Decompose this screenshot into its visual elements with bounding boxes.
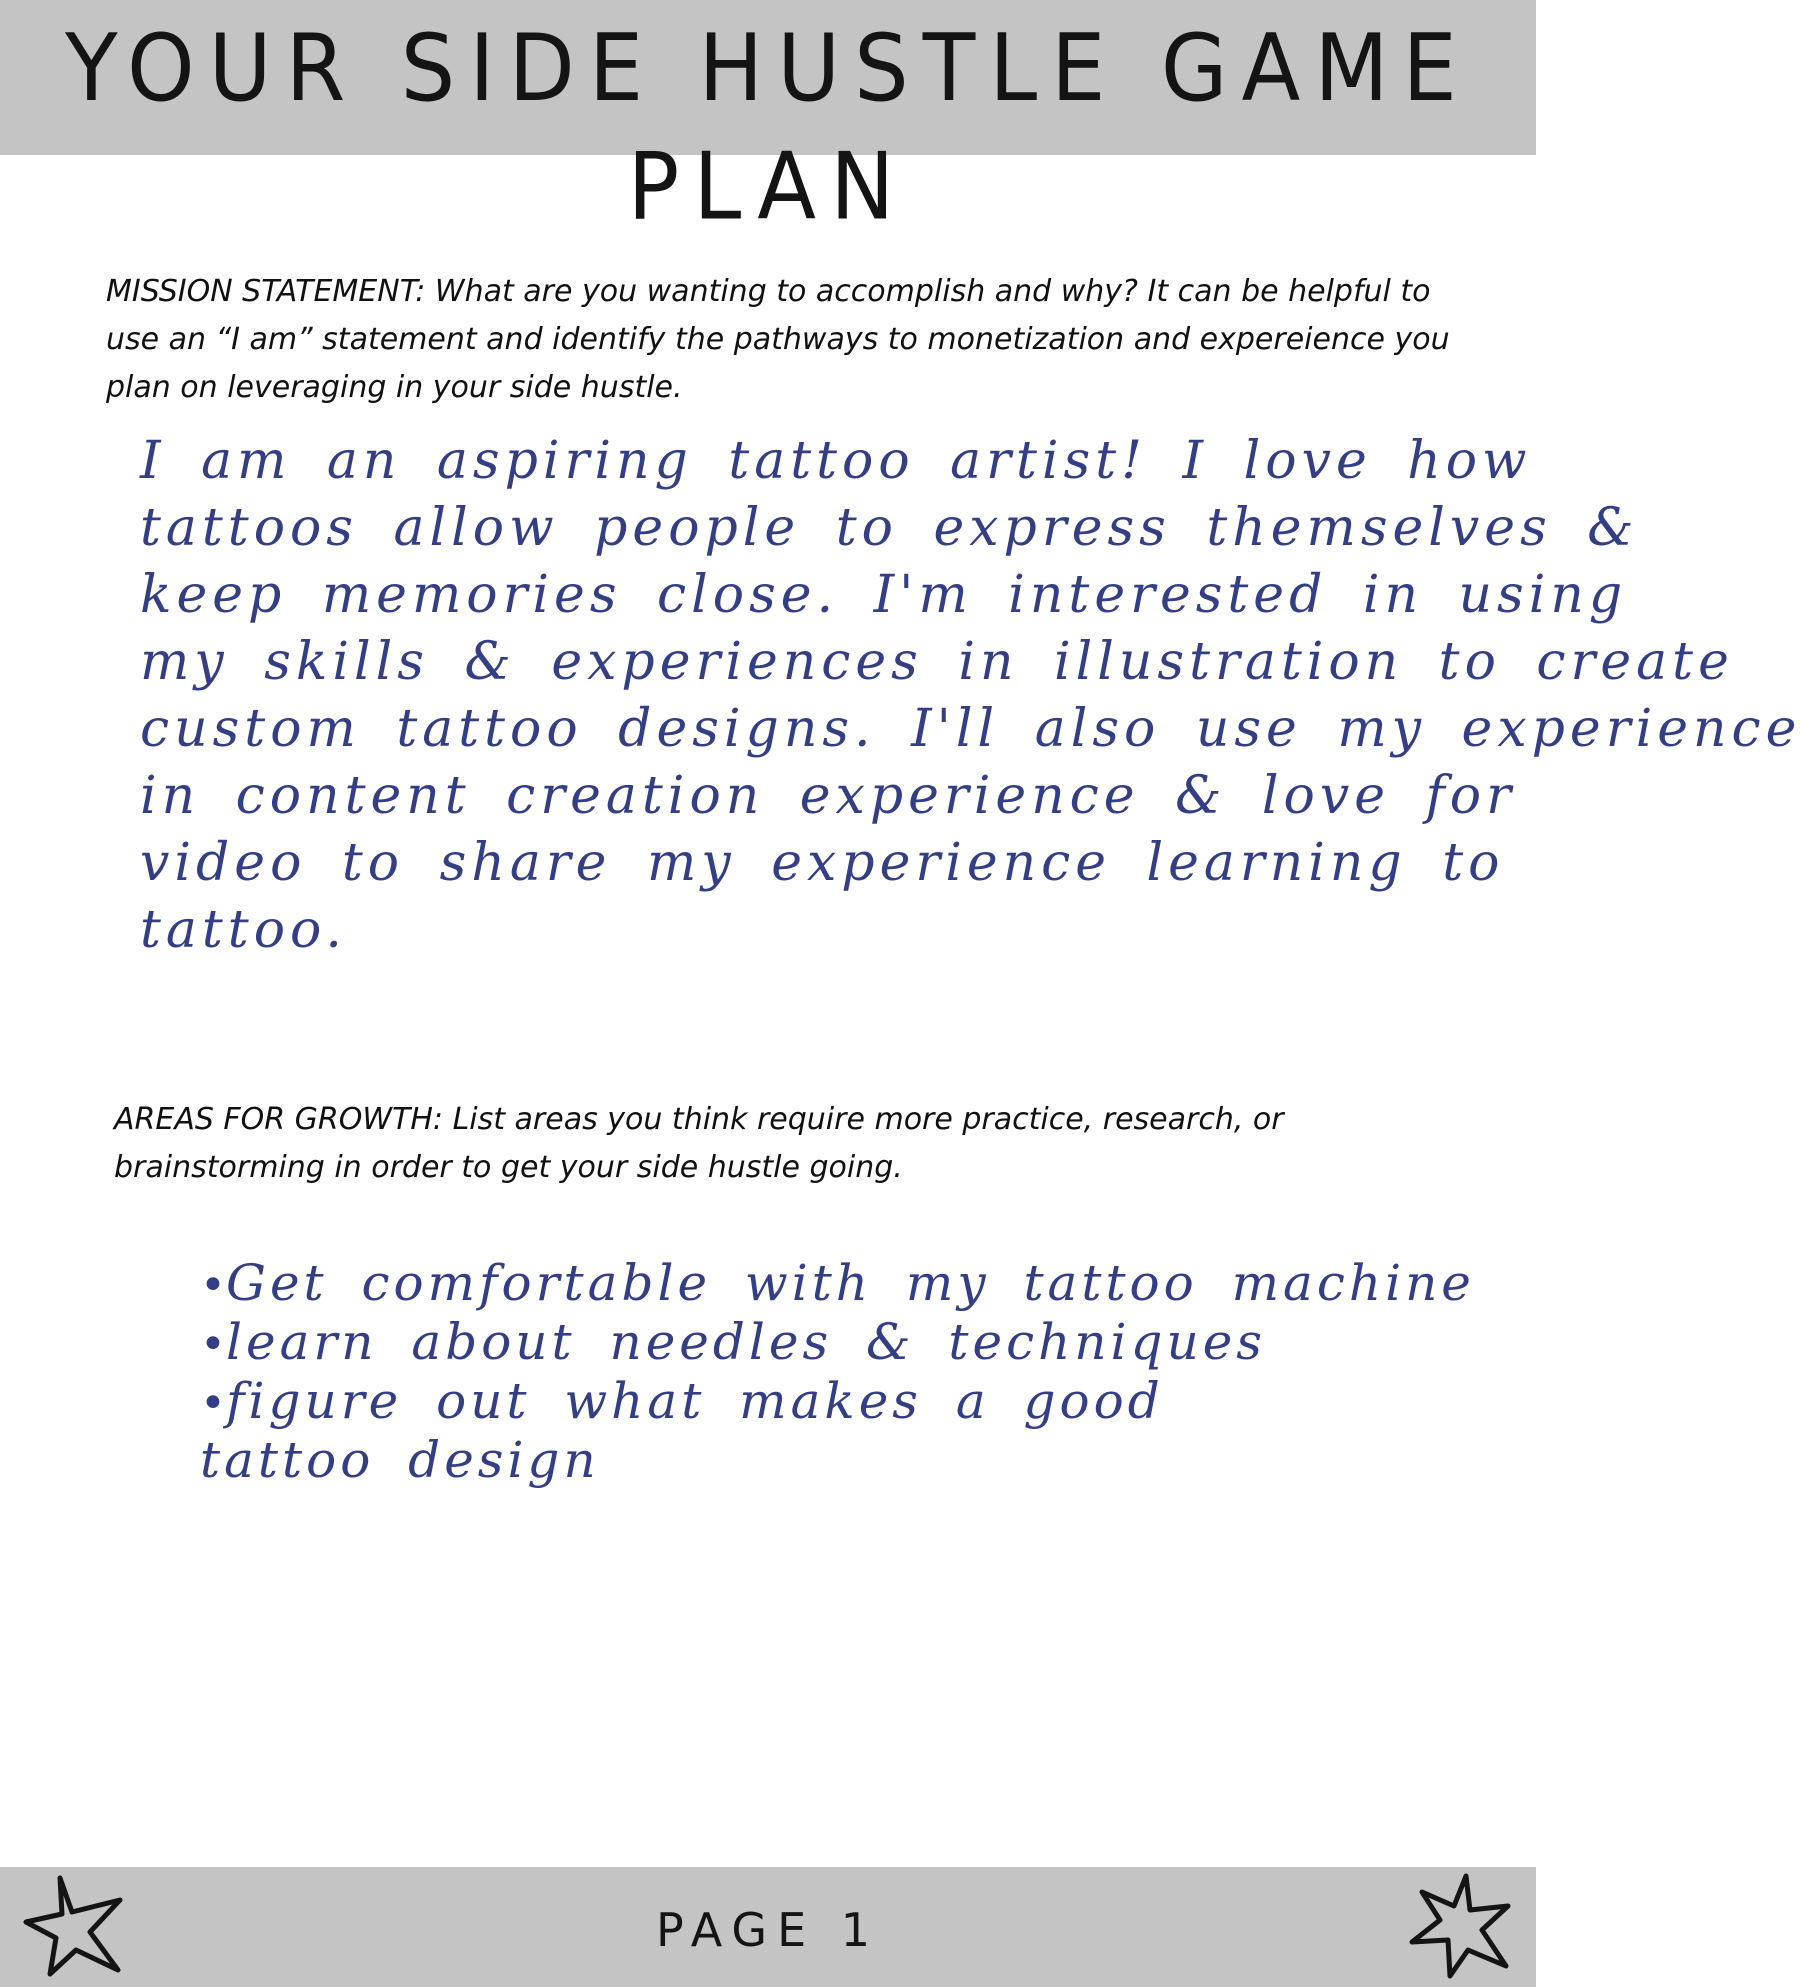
bullet-icon: • (200, 1378, 230, 1429)
list-item-text: figure out what makes a good tattoo design (200, 1372, 1164, 1489)
mission-answer-line: tattoo. (140, 900, 347, 960)
list-item (200, 1314, 1400, 1373)
page-number: PAGE 1 (655, 1903, 881, 1957)
mission-answer-line: keep memories close. I'm interested in using (140, 565, 1628, 625)
star-icon (20, 1870, 140, 1980)
list-item-text: learn about needles & techniques (226, 1313, 1266, 1371)
mission-statement-answer (140, 428, 1801, 964)
areas-for-growth-list (200, 1254, 1475, 1489)
bullet-icon: • (200, 1260, 230, 1311)
page-title: YOUR SIDE HUSTLE GAME PLAN (65, 14, 1471, 242)
mission-answer-line: custom tattoo designs. I'll also use my experience (140, 699, 1801, 759)
mission-statement-prompt: MISSION STATEMENT: What are you wanting to accomplish and why? It can be helpful to use an “I am” statement and identify the pathways to monetization and expereience you plan on leveraging in your side hustle. (106, 274, 1450, 405)
mission-answer-line: video to share my experience learning to (140, 833, 1505, 893)
list-item (200, 1373, 1320, 1489)
list-item-text: Get comfortable with my tattoo machine (226, 1254, 1475, 1312)
mission-answer-line: tattoos allow people to express themselves & (140, 498, 1639, 558)
areas-for-growth-prompt: AREAS FOR GROWTH: List areas you think require more practice, research, or brainstorming in order to get your side hustle going. (114, 1102, 1284, 1185)
bullet-icon: • (200, 1319, 230, 1370)
mission-answer-line: in content creation experience & love for (140, 766, 1516, 826)
list-item (200, 1254, 1475, 1314)
mission-answer-line: I am an aspiring tattoo artist! I love how (140, 431, 1532, 491)
mission-answer-line: my skills & experiences in illustration to create (140, 632, 1734, 692)
star-icon (1400, 1870, 1520, 1980)
